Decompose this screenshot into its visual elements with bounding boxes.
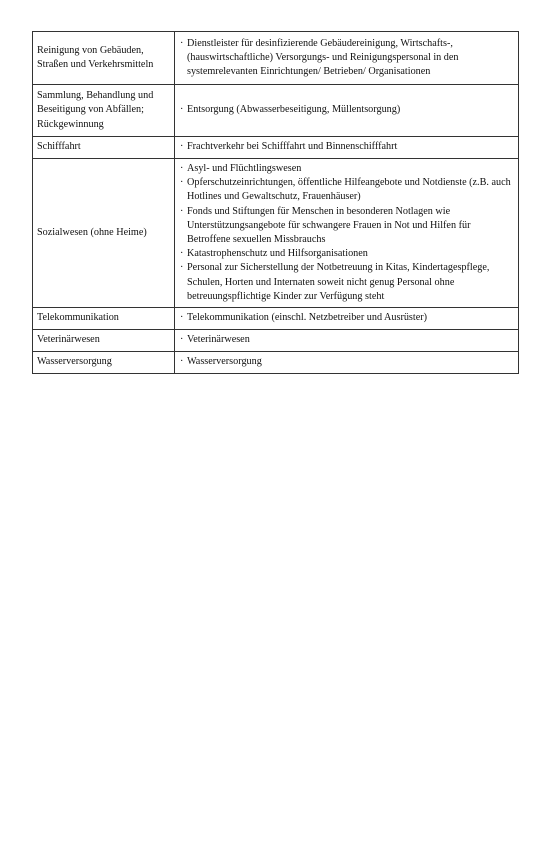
duties-cell [175,137,519,159]
duties-list [179,355,514,369]
duty-item: · Katastrophenschutz und Hilfsorganisationen [179,247,514,261]
table-row [33,352,519,374]
duties-cell [175,352,519,374]
duties-list [179,333,514,347]
table-row [33,137,519,159]
sector-cell: Sammlung, Behandlung und Beseitigung von Abfällen; Rückgewinnung [33,85,175,137]
duty-item: · Telekommunikation (einschl. Netzbetreiber und Ausrüster) [179,311,514,325]
duty-item: · Entsorgung (Abwasserbeseitigung, Müllentsorgung) [179,103,514,117]
duties-list [179,103,514,117]
duties-cell [175,32,519,85]
critical-sectors-table [32,31,519,374]
table-row [33,32,519,85]
table-row [33,85,519,137]
duty-item: · Personal zur Sicherstellung der Notbetreuung in Kitas, Kindertagespflege, Schulen, Horten und Internaten soweit nicht genug Personal ohne betreuungspflichtige Kinder zur Verfügung steht [179,261,514,304]
duty-item: · Wasserversorgung [179,355,514,369]
duties-list [179,162,514,304]
table-row [33,159,519,308]
duties-cell [175,159,519,308]
sector-cell: Veterinärwesen [33,330,175,352]
duties-list [179,140,514,154]
duty-item: · Opferschutzeinrichtungen, öffentliche Hilfeangebote und Notdienste (z.B. auch Hotlines und Gewaltschutz, Frauenhäuser) [179,176,514,204]
duty-item: · Dienstleister für desinfizierende Gebäudereinigung, Wirtschafts-, (hauswirtschaftliche) Versorgungs- und Reinigungspersonal in den systemrelevanten Einrichtungen/ Betrieben/ Organisationen [179,37,514,80]
duties-cell [175,308,519,330]
sector-cell: Reinigung von Gebäuden, Straßen und Verkehrsmitteln [33,32,175,85]
sector-cell: Telekommunikation [33,308,175,330]
sector-cell: Sozialwesen (ohne Heime) [33,159,175,308]
table-row [33,330,519,352]
duty-item: · Asyl- und Flüchtlingswesen [179,162,514,176]
duties-cell [175,85,519,137]
duties-list [179,311,514,325]
duties-cell [175,330,519,352]
sector-cell: Schifffahrt [33,137,175,159]
duty-item: · Fonds und Stiftungen für Menschen in besonderen Notlagen wie Unterstützungsangebote für schwangere Frauen in Not und Hilfen für Betroffene sexuellen Missbrauchs [179,205,514,248]
duty-item: · Frachtverkehr bei Schifffahrt und Binnenschifffahrt [179,140,514,154]
table-row [33,308,519,330]
duty-item: · Veterinärwesen [179,333,514,347]
duties-list [179,37,514,80]
sector-cell: Wasserversorgung [33,352,175,374]
